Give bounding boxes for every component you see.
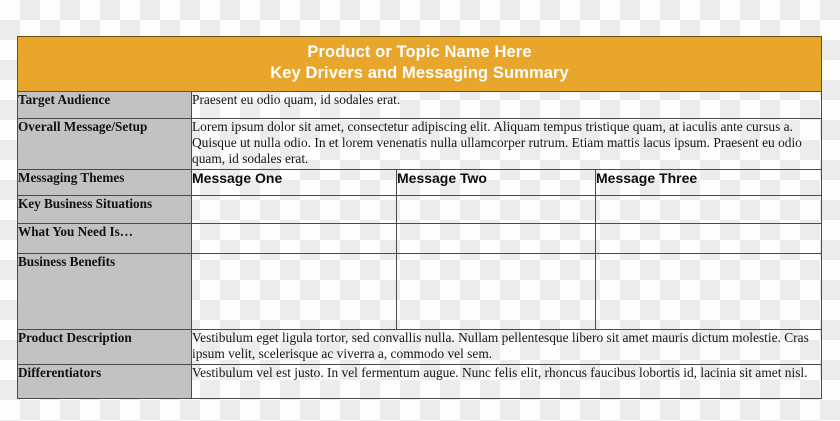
row-value-target-audience[interactable]: Praesent eu odio quam, id sodales erat. xyxy=(192,92,822,119)
row-label-key-business-situations: Key Business Situations xyxy=(18,196,192,224)
what-you-need-is-col1[interactable] xyxy=(192,224,397,254)
what-you-need-is-col2[interactable] xyxy=(397,224,596,254)
row-label-messaging-themes: Messaging Themes xyxy=(18,170,192,196)
row-label-business-benefits: Business Benefits xyxy=(18,254,192,330)
key-business-situations-col2[interactable] xyxy=(397,196,596,224)
message-three-header[interactable]: Message Three xyxy=(596,170,822,196)
row-label-what-you-need-is: What You Need Is… xyxy=(18,224,192,254)
business-benefits-col3[interactable] xyxy=(596,254,822,330)
table-row-product-description xyxy=(18,330,822,365)
message-one-header[interactable]: Message One xyxy=(192,170,397,196)
key-business-situations-col3[interactable] xyxy=(596,196,822,224)
message-two-header[interactable]: Message Two xyxy=(397,170,596,196)
table-header-row xyxy=(18,37,822,92)
table-row-overall-message xyxy=(18,119,822,170)
table-row-what-you-need-is xyxy=(18,224,822,254)
table-row-messaging-themes xyxy=(18,170,822,196)
row-label-differentiators: Differentiators xyxy=(18,365,192,399)
table-row-key-business-situations xyxy=(18,196,822,224)
row-value-overall-message[interactable]: Lorem ipsum dolor sit amet, consectetur adipiscing elit. Aliquam tempus tristique quam, at iaculis ante cursus a. Quisque ut nulla odio. In et lorem venenatis nulla ullamcorper rutrum. Etiam mattis lacus ipsum. Praesent eu odio quam, id sodales erat. xyxy=(192,119,822,170)
table-row-target-audience xyxy=(18,92,822,119)
row-label-product-description: Product Description xyxy=(18,330,192,365)
row-value-differentiators[interactable]: Vestibulum vel est justo. In vel fermentum augue. Nunc felis elit, rhoncus faucibus lobortis id, lacinia sit amet nisl. xyxy=(192,365,822,399)
business-benefits-col1[interactable] xyxy=(192,254,397,330)
row-label-overall-message: Overall Message/Setup xyxy=(18,119,192,170)
row-value-product-description[interactable]: Vestibulum eget ligula tortor, sed convallis nulla. Nullam pellentesque libero sit amet mauris dictum molestie. Cras ipsum velit, scelerisque ac viverra a, commodo vel sem. xyxy=(192,330,822,365)
messaging-summary-table xyxy=(17,36,822,399)
table-row-business-benefits xyxy=(18,254,822,330)
what-you-need-is-col3[interactable] xyxy=(596,224,822,254)
table-row-differentiators xyxy=(18,365,822,399)
banner-title-line1: Product or Topic Name Here xyxy=(307,43,532,61)
row-label-target-audience: Target Audience xyxy=(18,92,192,119)
banner-title-line2: Key Drivers and Messaging Summary xyxy=(270,64,569,82)
business-benefits-col2[interactable] xyxy=(397,254,596,330)
key-business-situations-col1[interactable] xyxy=(192,196,397,224)
banner-cell xyxy=(18,37,822,92)
